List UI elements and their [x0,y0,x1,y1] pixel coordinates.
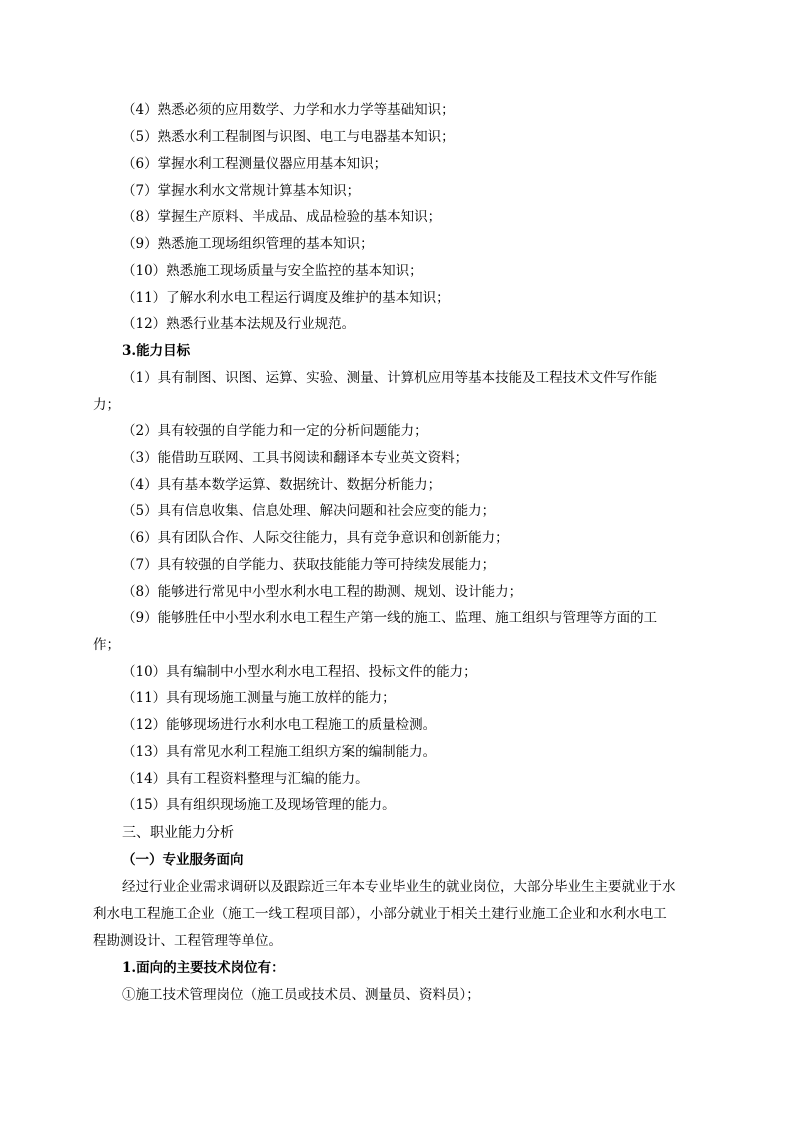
ability-item: （7）具有较强的自学能力、获取技能能力等可持续发展能力； [122,557,496,573]
ability-heading: 3.能力目标 [122,343,191,359]
knowledge-item: （11）了解水利水电工程运行调度及维护的基本知识； [122,290,450,306]
ability-item: （3）能借助互联网、工具书阅读和翻译本专业英文资料； [122,450,469,466]
positions-heading: 1.面向的主要技术岗位有： [122,960,285,976]
knowledge-item: （5）熟悉水利工程制图与识图、电工与电器基本知识； [122,129,455,145]
ability-item-9-line1: （9）能够胜任中小型水利水电工程生产第一线的施工、监理、施工组织与管理等方面的工 [122,610,658,626]
ability-item: （12）能够现场进行水利水电工程施工的质量检测。 [122,717,437,733]
ability-item: （11）具有现场施工测量与施工放样的能力； [122,690,396,706]
paragraph-line: 利水电工程施工企业（施工一线工程项目部），小部分就业于相关土建行业施工企业和水利水电工 [93,906,667,922]
ability-item-9-line2: 作； [93,637,120,653]
ability-item: （10）具有编制中小型水利水电工程招、投标文件的能力； [122,664,477,680]
knowledge-item: （4）熟悉必须的应用数学、力学和水力学等基础知识； [122,102,455,118]
paragraph-line: 经过行业企业需求调研以及跟踪近三年本专业毕业生的就业岗位，大部分毕业生主要就业于水 [122,879,676,895]
ability-item: （4）具有基本数学运算、数据统计、数据分析能力； [122,477,442,493]
ability-item: （5）具有信息收集、信息处理、解决问题和社会应变的能力； [122,503,496,519]
knowledge-item: （9）熟悉施工现场组织管理的基本知识； [122,236,374,252]
subsection-title: （一）专业服务面向 [122,852,244,868]
knowledge-item: （6）掌握水利工程测量仪器应用基本知识； [122,156,388,172]
ability-item: （8）能够进行常见中小型水利水电工程的勘测、规划、设计能力； [122,584,523,600]
ability-item: （2）具有较强的自学能力和一定的分析问题能力； [122,423,428,439]
knowledge-item: （12）熟悉行业基本法规及行业规范。 [122,316,356,332]
ability-item: （14）具有工程资料整理与汇编的能力。 [122,771,369,787]
knowledge-item: （7）掌握水利水文常规计算基本知识； [122,183,361,199]
paragraph-line: 程勘测设计、工程管理等单位。 [93,933,282,949]
ability-item-1-line1: （1）具有制图、识图、运算、实验、测量、计算机应用等基本技能及工程技术文件写作能 [122,370,658,386]
section-title: 三、职业能力分析 [122,825,234,841]
ability-item-1-line2: 力； [93,397,120,413]
ability-item: （13）具有常见水利工程施工组织方案的编制能力。 [122,744,437,760]
ability-item: （15）具有组织现场施工及现场管理的能力。 [122,797,396,813]
position-item: ①施工技术管理岗位（施工员或技术员、测量员、资料员）； [122,987,480,1003]
ability-item: （6）具有团队合作、人际交往能力，具有竞争意识和创新能力； [122,530,509,546]
knowledge-item: （8）掌握生产原料、半成品、成品检验的基本知识； [122,209,442,225]
knowledge-item: （10）熟悉施工现场质量与安全监控的基本知识； [122,263,423,279]
